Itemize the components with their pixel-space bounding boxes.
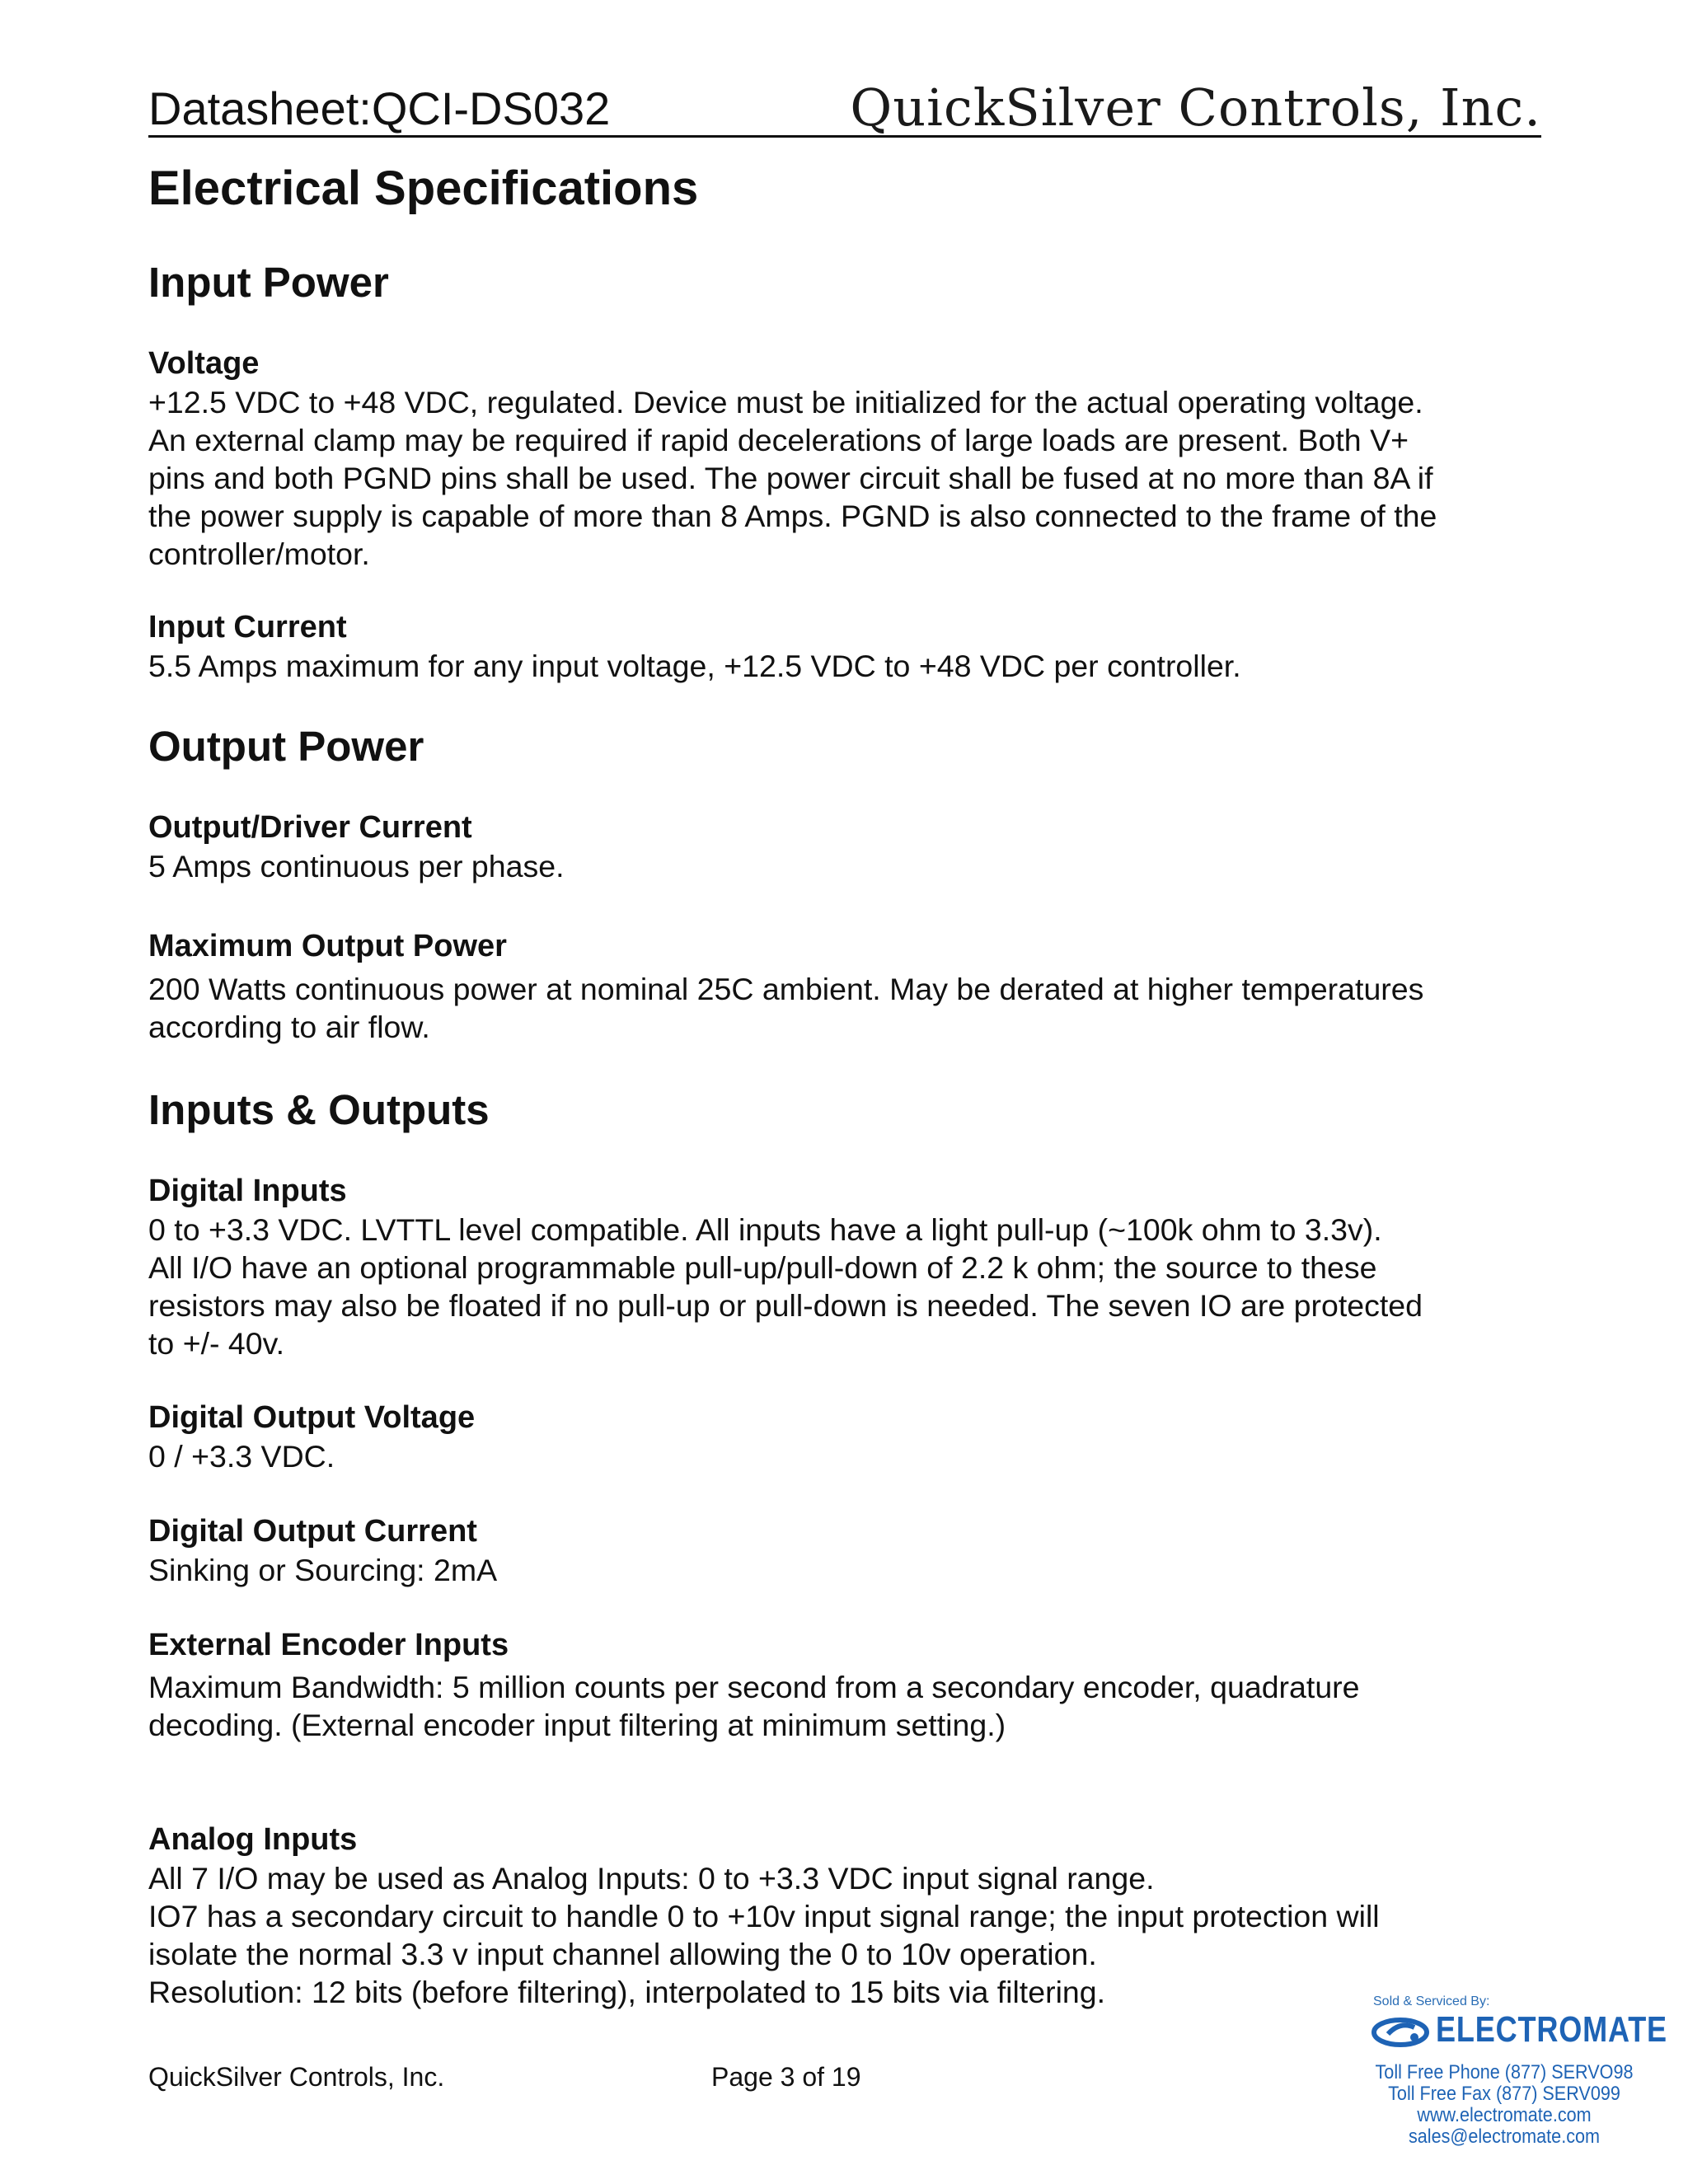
vendor-email-link[interactable]: sales@electromate.com xyxy=(1408,2125,1601,2148)
analog-line: Resolution: 12 bits (before filtering), interpolated to 15 bits via filtering. xyxy=(148,1975,1106,2009)
external-encoder-paragraph xyxy=(148,1668,1550,1744)
section-heading-output-power: Output Power xyxy=(148,723,424,770)
voltage-line: An external clamp may be required if rapid decelerations of large loads are present. Both V+ xyxy=(148,423,1409,457)
external-encoder-label: External Encoder Inputs xyxy=(148,1628,509,1662)
vendor-fax: Toll Free Fax (877) SERV099 xyxy=(1388,2083,1620,2105)
analog-line: All 7 I/O may be used as Analog Inputs: 0 to +3.3 VDC input signal range. xyxy=(148,1861,1155,1896)
digital-inputs-paragraph xyxy=(148,1211,1550,1362)
digital-inputs-line: to +/- 40v. xyxy=(148,1326,285,1361)
analog-line: IO7 has a secondary circuit to handle 0 to +10v input signal range; the input protection will xyxy=(148,1899,1380,1933)
digital-output-voltage-text xyxy=(148,1437,1550,1475)
max-output-power-label: Maximum Output Power xyxy=(148,929,507,963)
encoder-line: decoding. (External encoder input filtering at minimum setting.) xyxy=(148,1708,1006,1742)
analog-inputs-label: Analog Inputs xyxy=(148,1822,358,1857)
digital-output-voltage-line: 0 / +3.3 VDC. xyxy=(148,1439,335,1474)
voltage-line: +12.5 VDC to +48 VDC, regulated. Device must be initialized for the actual operating voltage. xyxy=(148,385,1423,419)
driver-current-text xyxy=(148,847,1550,885)
voltage-line: pins and both PGND pins shall be used. The power circuit shall be fused at no more than 8A if xyxy=(148,461,1433,495)
digital-inputs-label: Digital Inputs xyxy=(148,1174,347,1208)
max-output-power-paragraph xyxy=(148,970,1550,1046)
max-output-line: according to air flow. xyxy=(148,1010,430,1044)
vendor-website-link[interactable]: www.electromate.com xyxy=(1417,2104,1592,2126)
header-rule xyxy=(148,135,1541,138)
digital-output-voltage-label: Digital Output Voltage xyxy=(148,1400,476,1435)
footer-company: QuickSilver Controls, Inc. xyxy=(148,2062,445,2092)
electromate-logo-icon xyxy=(1372,2016,1429,2049)
section-heading-input-power: Input Power xyxy=(148,259,389,306)
voltage-label: Voltage xyxy=(148,346,260,381)
voltage-paragraph xyxy=(148,383,1550,573)
electromate-brand-name: ELECTROMATE xyxy=(1436,2009,1667,2050)
section-heading-inputs-outputs: Inputs & Outputs xyxy=(148,1086,490,1133)
max-output-line: 200 Watts continuous power at nominal 25C ambient. May be derated at higher temperatures xyxy=(148,972,1424,1006)
voltage-line: controller/motor. xyxy=(148,537,370,571)
digital-output-current-text xyxy=(148,1551,1550,1589)
input-current-line: 5.5 Amps maximum for any input voltage, +12.5 VDC to +48 VDC per controller. xyxy=(148,649,1241,683)
page-title: Electrical Specifications xyxy=(148,162,699,215)
digital-inputs-line: All I/O have an optional programmable pull-up/pull-down of 2.2 k ohm; the source to these xyxy=(148,1250,1377,1285)
analog-inputs-paragraph xyxy=(148,1859,1550,2011)
digital-inputs-line: 0 to +3.3 VDC. LVTTL level compatible. All inputs have a light pull-up (~100k ohm to 3.3v). xyxy=(148,1212,1382,1247)
driver-current-line: 5 Amps continuous per phase. xyxy=(148,849,565,883)
footer-page-number: Page 3 of 19 xyxy=(711,2062,861,2092)
digital-output-current-line: Sinking or Sourcing: 2mA xyxy=(148,1553,498,1587)
analog-line: isolate the normal 3.3 v input channel allowing the 0 to 10v operation. xyxy=(148,1937,1097,1971)
input-current-label: Input Current xyxy=(148,610,347,644)
company-header-name: QuickSilver Controls, Inc. xyxy=(850,77,1541,138)
document-id: Datasheet:QCI-DS032 xyxy=(148,82,611,134)
encoder-line: Maximum Bandwidth: 5 million counts per second from a secondary encoder, quadrature xyxy=(148,1670,1360,1704)
input-current-text xyxy=(148,647,1550,685)
digital-output-current-label: Digital Output Current xyxy=(148,1514,477,1549)
vendor-phone: Toll Free Phone (877) SERVO98 xyxy=(1375,2061,1634,2083)
driver-current-label: Output/Driver Current xyxy=(148,810,472,845)
voltage-line: the power supply is capable of more than 8 Amps. PGND is also connected to the frame of the xyxy=(148,499,1437,533)
digital-inputs-line: resistors may also be floated if no pull-up or pull-down is needed. The seven IO are protected xyxy=(148,1288,1423,1323)
sold-by-label: Sold & Serviced By: xyxy=(1373,1994,1490,2008)
